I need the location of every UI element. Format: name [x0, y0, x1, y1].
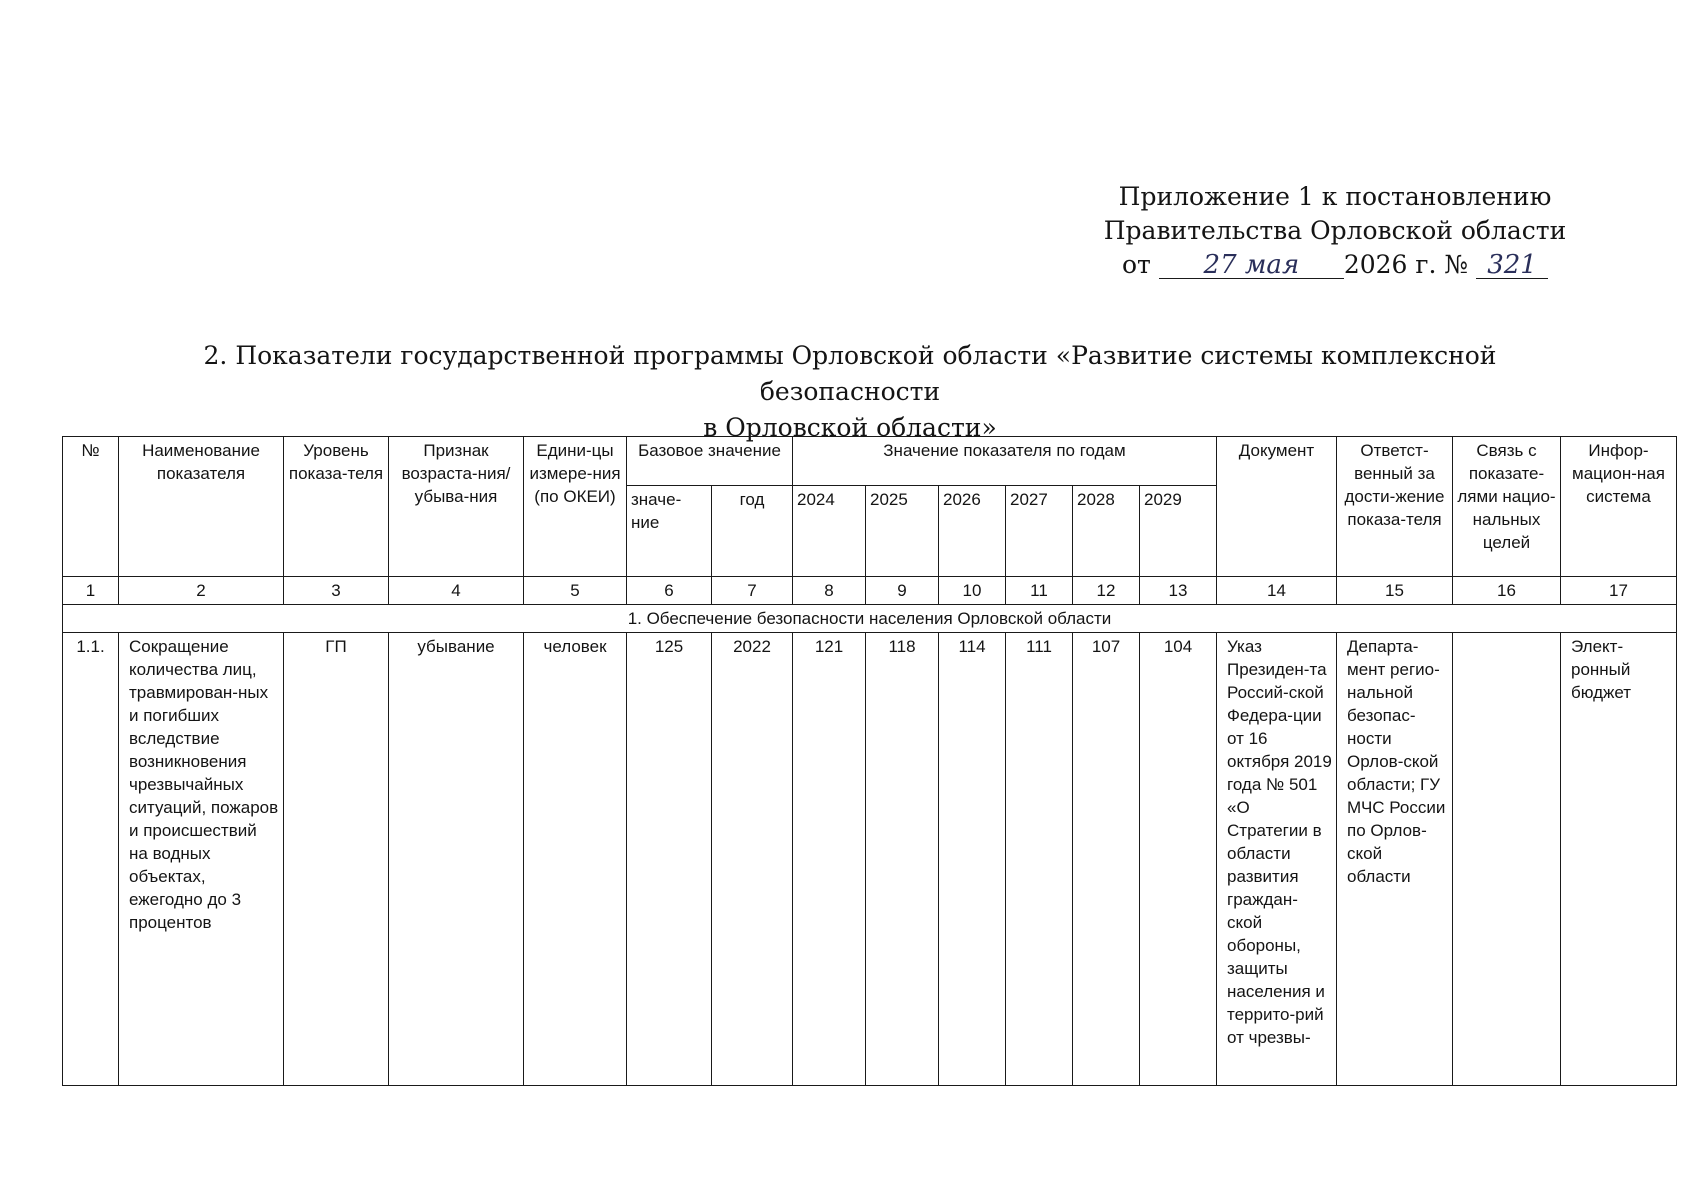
header-year-2027: 2027	[1006, 486, 1073, 577]
header-document: Документ	[1217, 437, 1337, 577]
column-number: 9	[866, 577, 939, 605]
title-line-1: 2. Показатели государственной программы Орловской области «Развитие системы комплексной безопасности	[203, 341, 1497, 406]
cell-value-2025: 118	[866, 633, 939, 1086]
appendix-line-2: Правительства Орловской области	[1103, 216, 1567, 245]
document-title	[140, 338, 1560, 446]
handwritten-number: 321	[1476, 252, 1548, 279]
title-line-2: в Орловской области»	[703, 413, 997, 442]
header-no: №	[63, 437, 119, 577]
column-number: 12	[1073, 577, 1140, 605]
header-year-2028: 2028	[1073, 486, 1140, 577]
cell-responsible: Департа-мент регио-нальной безопас-ности Орлов-ской области; ГУ МЧС России по Орлов-ской области	[1337, 633, 1453, 1086]
handwritten-date: 27 мая	[1159, 252, 1344, 279]
table-row	[63, 633, 1677, 1086]
header-unit: Едини-цы измере-ния (по ОКЕИ)	[524, 437, 627, 577]
cell-value-2024: 121	[793, 633, 866, 1086]
header-year-2026: 2026	[939, 486, 1006, 577]
header-info-system: Инфор-мацион-ная система	[1561, 437, 1677, 577]
header-year-2025: 2025	[866, 486, 939, 577]
cell-level: ГП	[284, 633, 389, 1086]
cell-no: 1.1.	[63, 633, 119, 1086]
cell-base-value: 125	[627, 633, 712, 1086]
cell-value-2028: 107	[1073, 633, 1140, 1086]
column-number: 13	[1140, 577, 1217, 605]
indicators-table	[62, 436, 1677, 1086]
cell-unit: человек	[524, 633, 627, 1086]
column-numbers-row	[63, 577, 1677, 605]
column-number: 8	[793, 577, 866, 605]
cell-base-year: 2022	[712, 633, 793, 1086]
header-level: Уровень показа-теля	[284, 437, 389, 577]
header-row-1	[63, 437, 1677, 486]
column-number: 10	[939, 577, 1006, 605]
header-base: Базовое значение	[627, 437, 793, 486]
appendix-year: 2026 г. №	[1343, 250, 1469, 279]
cell-info-system: Элект-ронный бюджет	[1561, 633, 1677, 1086]
header-year-2029: 2029	[1140, 486, 1217, 577]
appendix-note	[1100, 180, 1570, 282]
cell-value-2029: 104	[1140, 633, 1217, 1086]
column-number: 1	[63, 577, 119, 605]
column-number: 14	[1217, 577, 1337, 605]
appendix-line-1: Приложение 1 к постановлению	[1118, 182, 1552, 211]
cell-sign: убывание	[389, 633, 524, 1086]
cell-value-2026: 114	[939, 633, 1006, 1086]
cell-name: Сокращение количества лиц, травмирован-ных и погибших вследствие возникновения чрезвычайных ситуаций, пожаров и происшествий на водных объектах, ежегодно до 3 процентов	[119, 633, 284, 1086]
column-number: 4	[389, 577, 524, 605]
column-number: 17	[1561, 577, 1677, 605]
appendix-line-3	[1100, 248, 1570, 282]
cell-value-2027: 111	[1006, 633, 1073, 1086]
cell-document: Указ Президен-та Россий-ской Федера-ции от 16 октября 2019 года № 501 «О Стратегии в области развития граждан-ской обороны, защиты населения и террито-рий от чрезвы-	[1217, 633, 1337, 1086]
header-base-value: значе-ние	[627, 486, 712, 577]
column-number: 3	[284, 577, 389, 605]
header-link: Связь с показате-лями нацио-нальных целей	[1453, 437, 1561, 577]
header-year-2024: 2024	[793, 486, 866, 577]
section-title: 1. Обеспечение безопасности населения Орловской области	[63, 605, 1677, 633]
cell-link	[1453, 633, 1561, 1086]
column-number: 2	[119, 577, 284, 605]
header-base-year: год	[712, 486, 793, 577]
column-number: 7	[712, 577, 793, 605]
appendix-prefix: от	[1122, 250, 1151, 279]
header-responsible: Ответст-венный за дости-жение показа-теля	[1337, 437, 1453, 577]
section-row	[63, 605, 1677, 633]
column-number: 5	[524, 577, 627, 605]
column-number: 11	[1006, 577, 1073, 605]
header-sign: Признак возраста-ния/убыва-ния	[389, 437, 524, 577]
column-number: 16	[1453, 577, 1561, 605]
header-name: Наименование показателя	[119, 437, 284, 577]
header-values-by-year: Значение показателя по годам	[793, 437, 1217, 486]
column-number: 15	[1337, 577, 1453, 605]
column-number: 6	[627, 577, 712, 605]
